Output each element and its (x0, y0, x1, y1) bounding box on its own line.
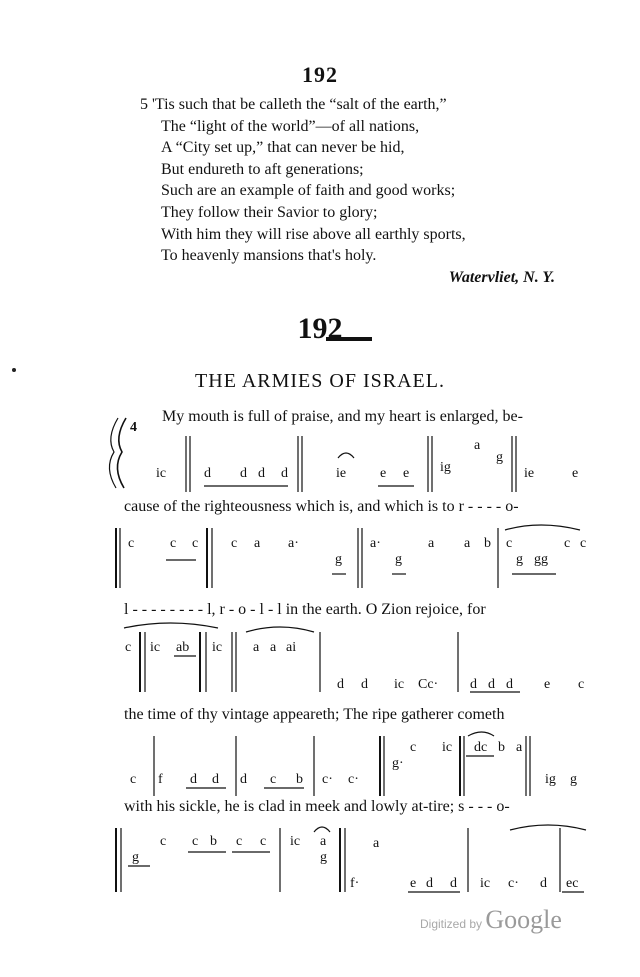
note: gg (534, 552, 548, 567)
note: c (170, 536, 177, 551)
verse-line: They follow their Savior to glory; (161, 203, 378, 221)
note: e (380, 466, 387, 481)
note: g (132, 850, 139, 865)
note: d (361, 677, 368, 692)
slur (124, 623, 218, 628)
note: d (488, 677, 495, 692)
hymn-title: THE ARMIES OF ISRAEL. (195, 370, 445, 392)
note: a (320, 834, 327, 849)
note: d (240, 466, 247, 481)
slur (338, 453, 354, 458)
note: c (410, 740, 417, 755)
verse-line: A “City set up,” that can never be hid, (161, 139, 405, 157)
slur (468, 732, 494, 736)
note: d (212, 772, 219, 787)
brace (109, 418, 118, 488)
note: c· (348, 772, 359, 787)
note: e (544, 677, 551, 692)
watermark-prefix: Digitized by (420, 917, 483, 931)
note: d (240, 772, 247, 787)
note: ic (150, 640, 161, 655)
note: ai (286, 640, 297, 655)
note: c (580, 536, 587, 551)
lyric-line: My mouth is full of praise, and my heart is enlarged, be- (162, 408, 523, 425)
note: a (516, 740, 523, 755)
note: c (160, 834, 167, 849)
note: g (395, 552, 402, 567)
note: e (403, 466, 410, 481)
note: e (410, 876, 417, 891)
note: d (540, 876, 547, 891)
hymn-number: 192 (297, 312, 343, 345)
note: c (236, 834, 243, 849)
verse-line: 5 'Tis such that be calleth the “salt of the earth,” (140, 96, 447, 113)
note: c (128, 536, 135, 551)
note: c· (508, 876, 519, 891)
lyric-line: the time of thy vintage appeareth; The ripe gatherer cometh (124, 706, 505, 723)
note: d (506, 677, 513, 692)
note: d (470, 677, 477, 692)
note: b (296, 772, 303, 787)
note: ie (524, 466, 535, 481)
note: Cc· (418, 677, 439, 692)
note: d (190, 772, 197, 787)
note: a (253, 640, 260, 655)
note: ic (480, 876, 491, 891)
note: ic (394, 677, 405, 692)
note: c (231, 536, 238, 551)
note: e (572, 466, 579, 481)
note: c (578, 677, 585, 692)
digitized-watermark (420, 905, 562, 935)
note: ic (156, 466, 167, 481)
verse-number: 5 (140, 96, 148, 113)
verse-line: Such are an example of faith and good works; (161, 182, 456, 200)
note: c (192, 834, 199, 849)
verse-line: The “light of the world”—of all nations, (161, 117, 420, 135)
note: a (474, 438, 481, 453)
brace (117, 418, 126, 488)
note: c (192, 536, 199, 551)
lyric-line: with his sickle, he is clad in meek and lowly at-tire; s - - - o- (124, 798, 510, 815)
note: c (564, 536, 571, 551)
note: g (335, 552, 342, 567)
note: g (570, 772, 577, 787)
note: b (210, 834, 217, 849)
note: ec (566, 876, 579, 891)
lyric-line: l - - - - - - - - l, r - o - l - l in the earth. O Zion rejoice, for (124, 601, 486, 618)
note: a (464, 536, 471, 551)
note: a (373, 836, 380, 851)
note: d (450, 876, 457, 891)
note: d (204, 466, 211, 481)
note: f· (350, 876, 360, 891)
note: a· (288, 536, 299, 551)
note: d (258, 466, 265, 481)
note: c (125, 640, 132, 655)
note: d (426, 876, 433, 891)
lyric-line: cause of the righteousness which is, and which is to r - - - - o- (124, 498, 519, 515)
note: ic (212, 640, 223, 655)
slur (510, 825, 586, 830)
note: ab (176, 640, 190, 655)
note: a (428, 536, 435, 551)
note: c (506, 536, 513, 551)
verse-line: But endureth to aft generations; (161, 160, 364, 178)
note: dc (474, 740, 488, 755)
note: a (270, 640, 277, 655)
slur (246, 627, 314, 632)
verse-line: With him they will rise above all earthly sports, (161, 225, 466, 243)
note: b (484, 536, 491, 551)
note: d (337, 677, 344, 692)
slur (314, 827, 330, 832)
google-logo: Google (485, 905, 562, 934)
note: c· (322, 772, 333, 787)
note: c (260, 834, 267, 849)
note: a· (370, 536, 381, 551)
note: ig (440, 460, 451, 475)
verse-line: To heavenly mansions that's holy. (161, 247, 377, 265)
slur (505, 525, 580, 530)
note: f (158, 772, 163, 787)
note: c (270, 772, 277, 787)
time-signature: 4 (130, 420, 137, 435)
note: g (496, 450, 503, 465)
verse-author: Watervliet, N. Y. (448, 269, 555, 286)
note: c (130, 772, 137, 787)
note: g (516, 552, 523, 567)
note: b (498, 740, 505, 755)
note: g· (392, 756, 404, 771)
note: a (254, 536, 261, 551)
page-number: 192 (302, 62, 338, 87)
note: ie (336, 466, 347, 481)
note: ig (545, 772, 556, 787)
note: ic (290, 834, 301, 849)
note: g (320, 850, 327, 865)
note: ic (442, 740, 453, 755)
note: d (281, 466, 288, 481)
